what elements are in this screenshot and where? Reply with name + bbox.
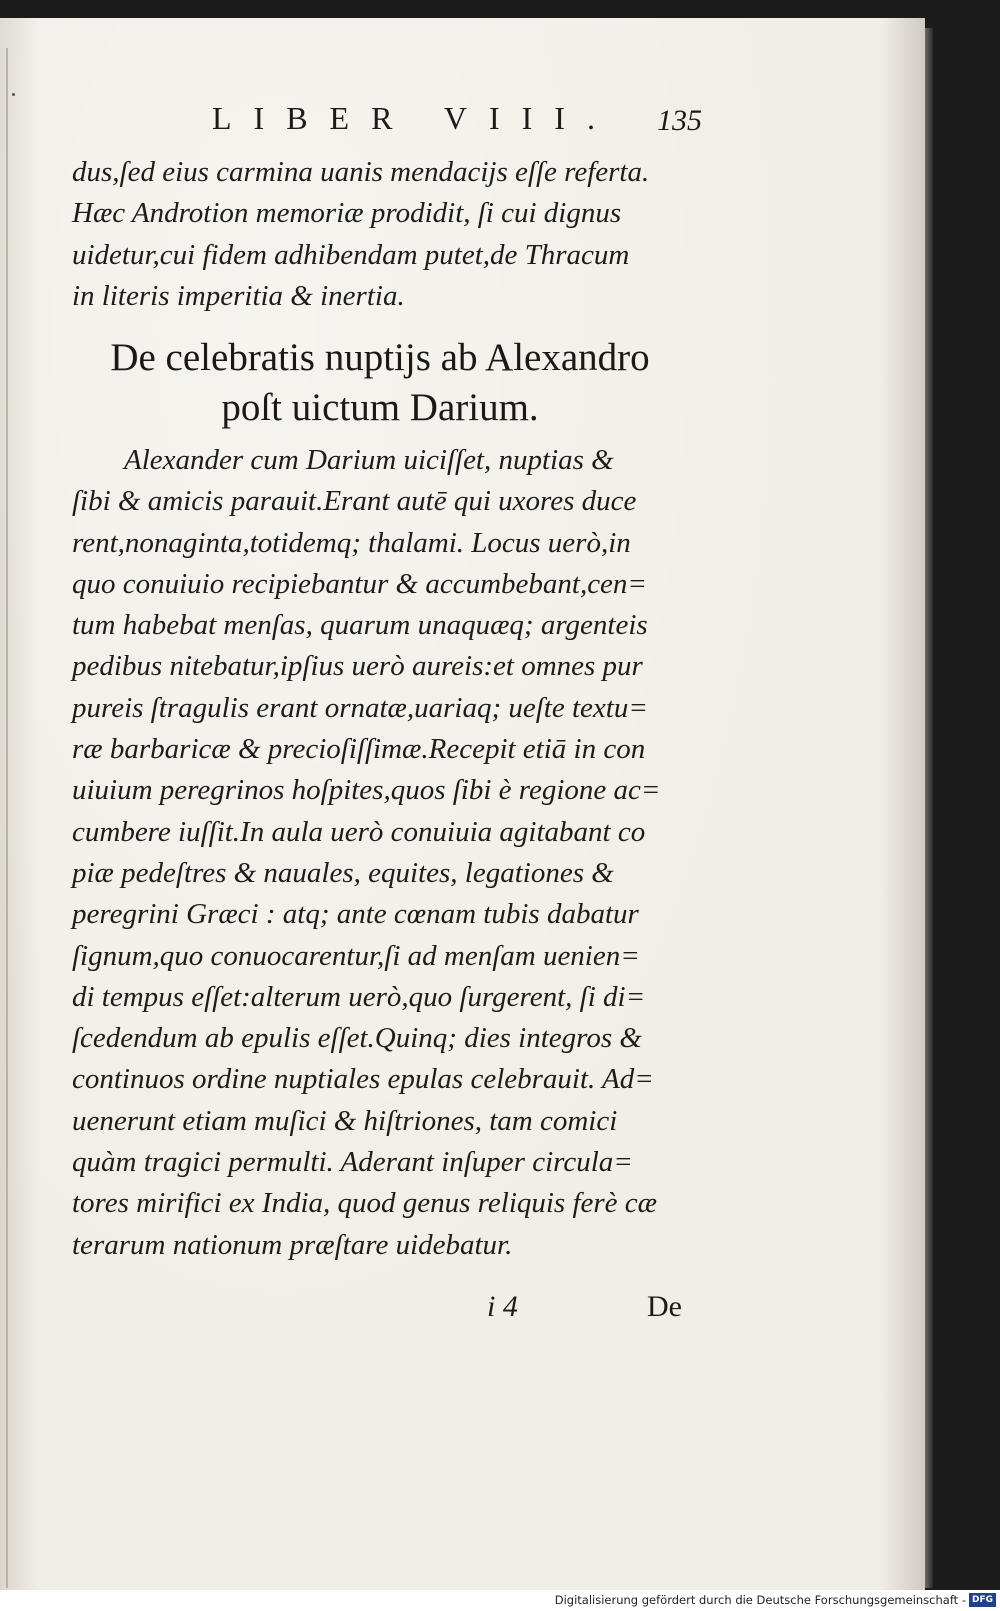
heading-line: De celebratis nuptijs ab Alexandro xyxy=(110,336,650,379)
page-edge xyxy=(925,28,933,1588)
text-line: uiuium peregrinos hoſpites,quos ſibi è regione ac= xyxy=(72,774,661,807)
text-line: uenerunt etiam muſici & hiſtriones, tam comici xyxy=(72,1104,618,1137)
text-line: di tempus eſſet:alterum uerò,quo ſurgerent, ſi di= xyxy=(72,980,646,1013)
text-line: pedibus nitebatur,ipſius uerò aureis:et omnes pur xyxy=(72,650,643,683)
text-line: ſibi & amicis parauit.Erant autē qui uxores duce xyxy=(72,485,637,518)
text-line: dus,ſed eius carmina uanis mendacijs eſſe referta. xyxy=(72,156,650,188)
funding-credit: Digitalisierung gefördert durch die Deutsche Forschungsgemeinschaft - xyxy=(554,1593,966,1607)
chapter-heading xyxy=(60,333,700,433)
text-line: peregrini Græci : atq; ante cœnam tubis dabatur xyxy=(72,898,639,931)
page-gutter xyxy=(6,48,8,1588)
text-line: tores mirifici ex India, quod genus reliquis ferè cæ xyxy=(72,1187,658,1220)
page-number: 135 xyxy=(657,104,702,137)
text-line: pureis ſtragulis erant ornatæ,uariaq; ueſte textu= xyxy=(72,691,648,724)
text-line: tum habebat menſas, quarum unaquæq; argenteis xyxy=(72,609,648,642)
text-line: terarum nationum præſtare uidebatur. xyxy=(72,1228,513,1261)
text-line: quo conuiuio recipiebantur & accumbebant,cen= xyxy=(72,567,648,600)
text-line: ſcedendum ab epulis eſſet.Quinq; dies integros & xyxy=(72,1022,642,1055)
page-header xyxy=(72,92,702,142)
dfg-logo-icon: DFG xyxy=(969,1593,996,1607)
text-line: ſignum,quo conuocarentur,ſi ad menſam uenien= xyxy=(72,939,640,972)
text-line: uidetur,cui fidem adhibendam putet,de Thracum xyxy=(72,238,630,271)
text-line: continuos ordine nuptiales epulas celebrauit. Ad= xyxy=(72,1063,654,1096)
text-line: Alexander cum Darium uiciſſet, nuptias & xyxy=(124,444,614,476)
text-line: rent,nonaginta,totidemq; thalami. Locus uerò,in xyxy=(72,526,631,559)
running-title: LIBER VIII. xyxy=(212,100,617,136)
speck xyxy=(12,93,15,96)
text-line: in literis imperitia & inertia. xyxy=(72,279,405,312)
body-paragraph xyxy=(72,440,692,1266)
signature-mark: i 4 xyxy=(487,1290,518,1323)
page-foot xyxy=(72,1290,692,1330)
text-line: piæ pedeſtres & nauales, equites, legationes & xyxy=(72,856,614,889)
text-line: ræ barbaricæ & precioſiſſimæ.Recepit etiā in con xyxy=(72,733,646,766)
intro-paragraph xyxy=(72,152,692,317)
text-line: Hæc Androtion memoriæ prodidit, ſi cui dignus xyxy=(72,197,622,230)
heading-line: poſt uictum Darium. xyxy=(221,386,539,429)
catchword: De xyxy=(647,1290,682,1323)
text-line: quàm tragici permulti. Aderant inſuper circula= xyxy=(72,1146,633,1179)
text-line: cumbere iuſſit.In aula uerò conuiuia agitabant co xyxy=(72,815,646,848)
